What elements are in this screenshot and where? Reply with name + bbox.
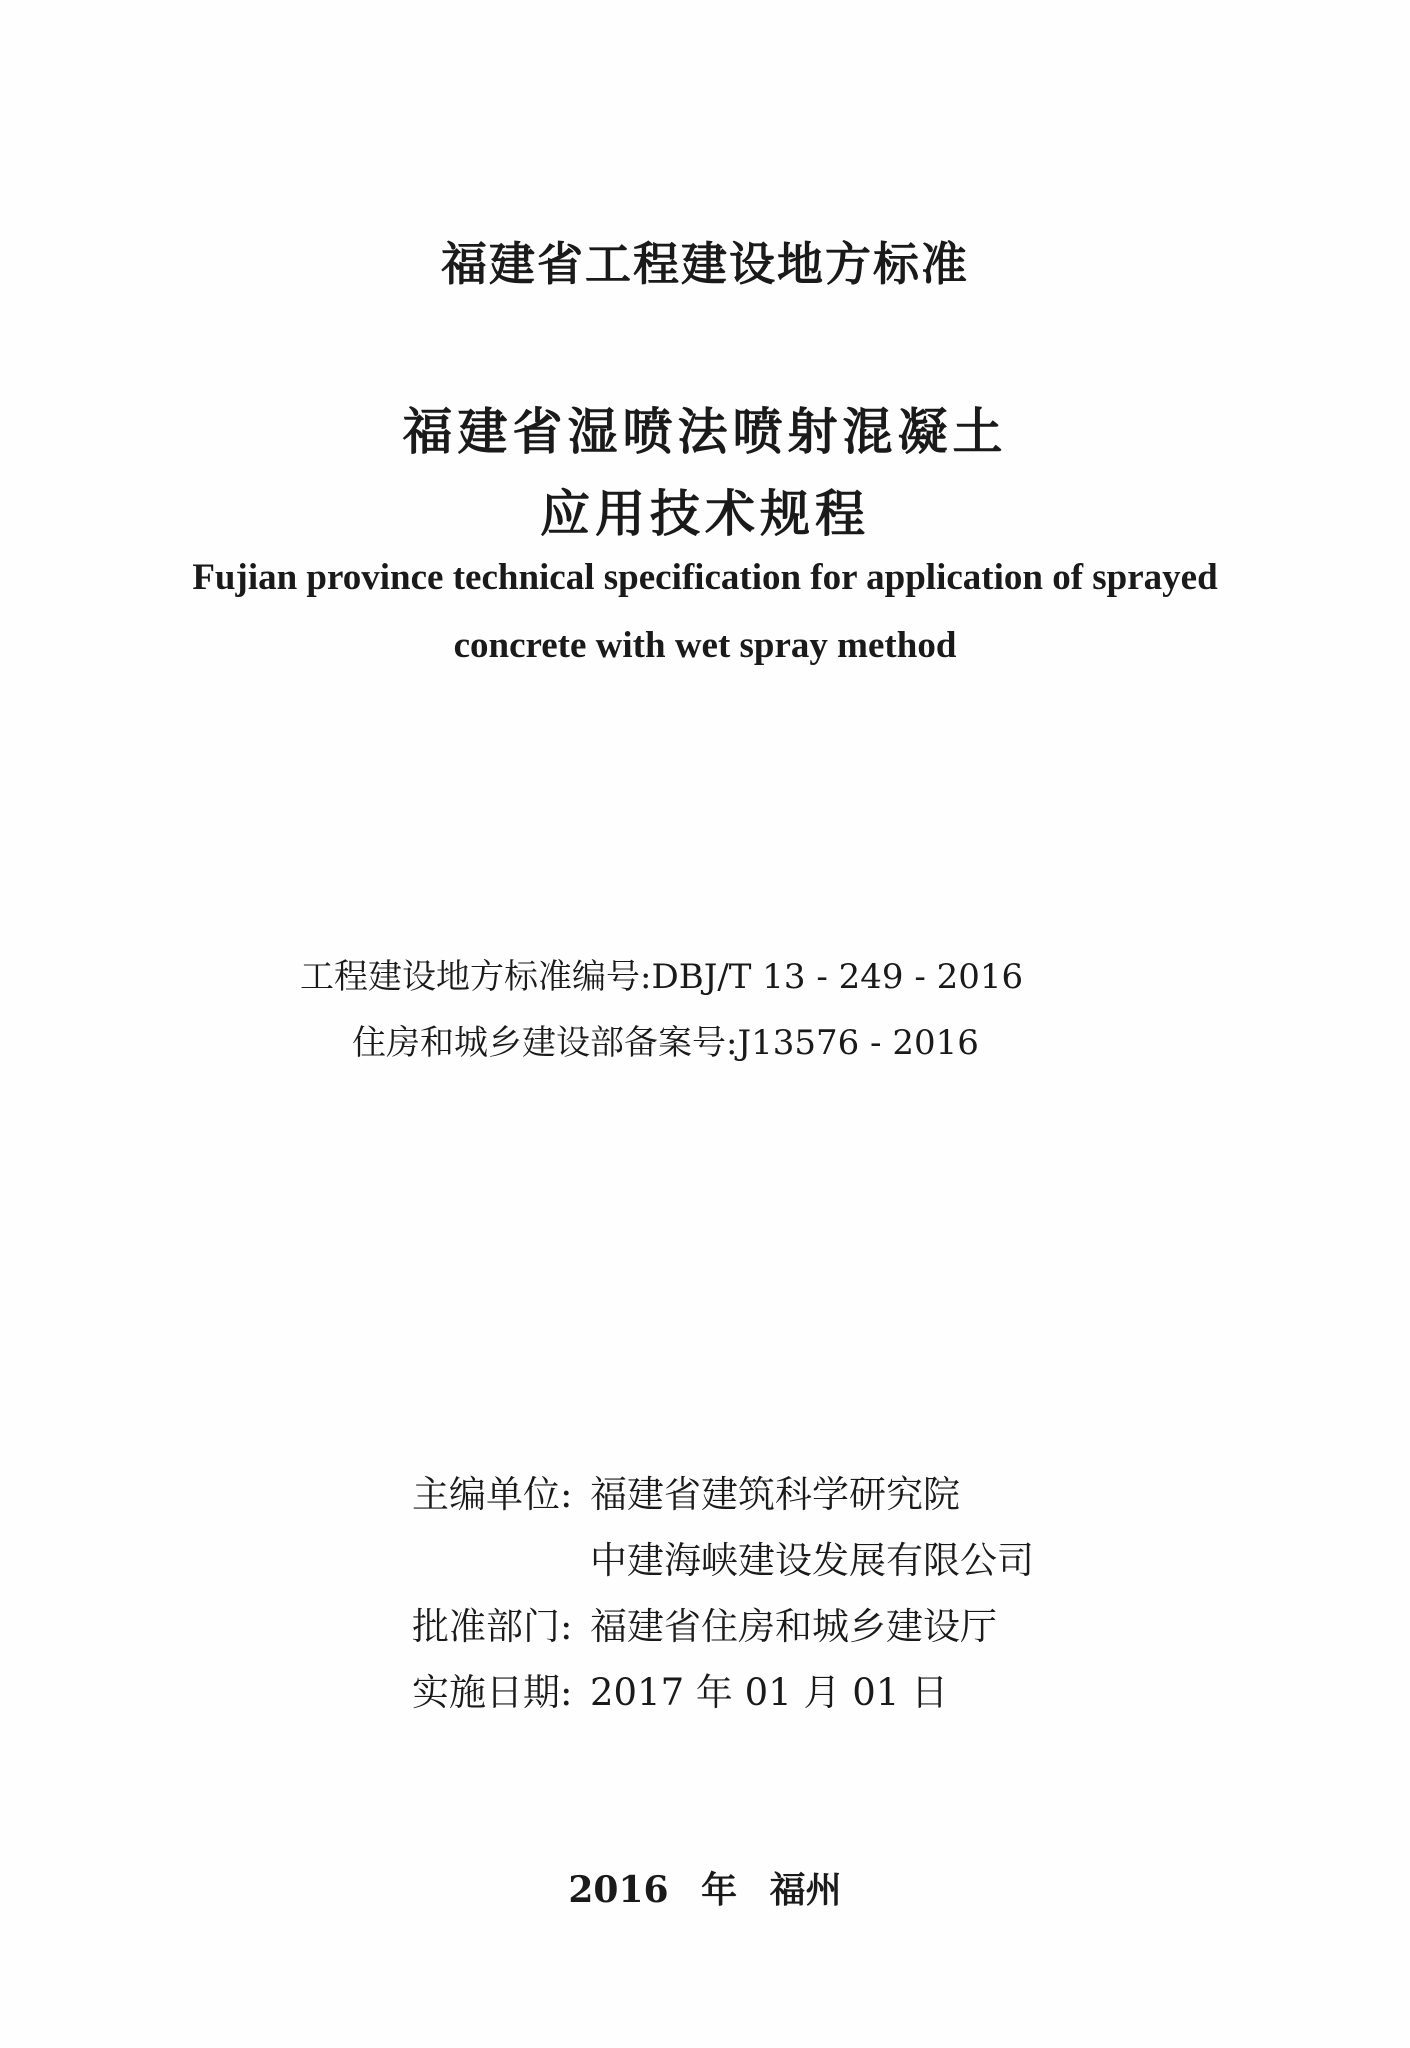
footer-year-place: 2016 年 福州 [568, 1869, 842, 1911]
standard-codes [300, 944, 1023, 1076]
publication-info [412, 1462, 1034, 1726]
editor-label: 主编单位: [412, 1473, 573, 1516]
editor-value-2: 中建海峡建设发展有限公司 [590, 1539, 1034, 1582]
editor-row-2 [412, 1528, 1034, 1594]
editor-value-1: 福建省建筑科学研究院 [590, 1473, 960, 1516]
date-row [412, 1660, 1034, 1726]
approver-row [412, 1594, 1034, 1660]
main-title-line-2: 应用技术规程 [540, 485, 870, 543]
standard-number: 工程建设地方标准编号:DBJ/T 13 - 249 - 2016 [300, 957, 1024, 997]
series-title: 福建省工程建设地方标准 [441, 237, 969, 291]
english-title-line-1: Fujian province technical specification for application of sprayed [192, 557, 1218, 598]
editor-row [412, 1462, 1034, 1528]
approver-value: 福建省住房和城乡建设厅 [590, 1605, 997, 1648]
english-title-line-2: concrete with wet spray method [453, 625, 957, 666]
date-label: 实施日期: [412, 1671, 573, 1714]
record-number: 住房和城乡建设部备案号:J13576 - 2016 [352, 1023, 979, 1063]
approver-label: 批准部门: [412, 1605, 573, 1648]
main-title-line-1: 福建省湿喷法喷射混凝土 [402, 403, 1008, 461]
date-value: 2017 年 01 月 01 日 [590, 1671, 949, 1714]
